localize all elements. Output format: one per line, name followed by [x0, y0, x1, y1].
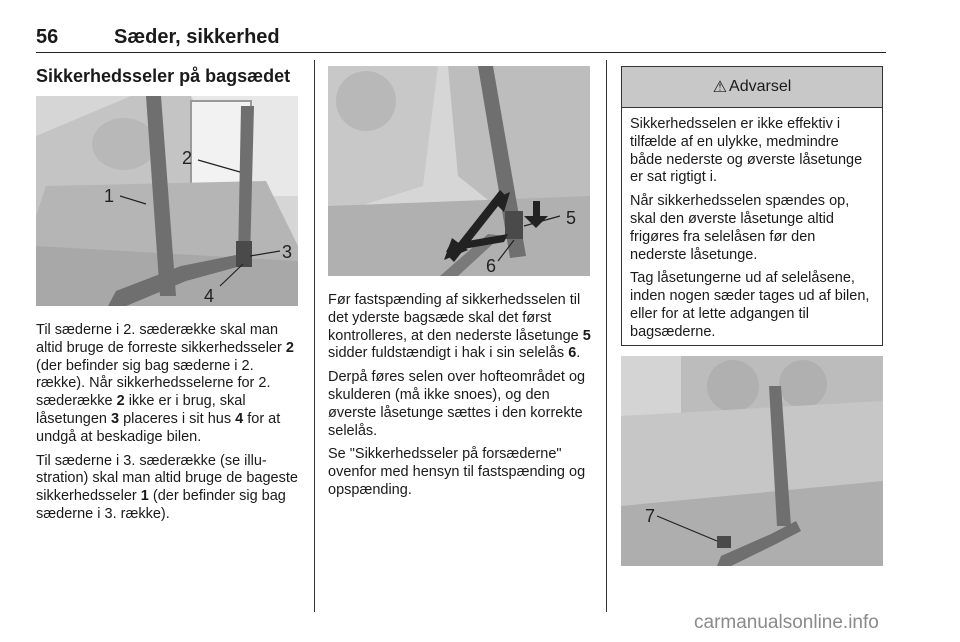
- bold-reference: 3: [110, 410, 120, 427]
- watermark: carmanualsonline.info: [694, 612, 879, 633]
- callout-1: 1: [104, 186, 115, 206]
- section-heading: Sikkerhedsseler på bagsædet: [36, 66, 291, 86]
- bold-reference: 2: [116, 393, 125, 410]
- figure-rear-seatbelts: [36, 96, 298, 306]
- bold-reference: 2: [285, 339, 294, 356]
- warning-body: [622, 108, 882, 342]
- callout-3: 3: [282, 242, 293, 262]
- paragraph: Tag låsetungerne ud af selelåsene, inden nogen sæder tages ud af bilen, eller for at lette adgangen til bagsæderne.: [630, 270, 870, 340]
- column-2-text: [328, 292, 591, 506]
- callout-4: 4: [204, 286, 215, 306]
- paragraph: Derpå føres selen over hofteområdet og skulderen (må ikke snoes), og den øverste låsetunge sættes i den korrekte selelås.: [328, 369, 586, 439]
- paragraph: Til sæderne i 2. sæderække skal man altid bruge de forreste sikkerhedsseler 2 (der befinder sig bag sæderne i 2. række). Når sikkerhedsselerne for 2. sæderække 2 ikke er i brug, skal låsetungen 3 placeres i sit hus 4 for at undgå at beskadige bilen.: [36, 322, 294, 445]
- callout-2: 2: [182, 148, 193, 168]
- warning-triangle-icon: ⚠: [712, 79, 728, 96]
- callout-7: 7: [645, 506, 656, 526]
- page-number: 56: [36, 26, 59, 48]
- column-divider: [314, 60, 315, 612]
- paragraph: Før fastspænding af sikkerhedsselen til det yderste bagsæde skal det først kontrolleres, at den nederste låsetunge 5 sidder fuldstændigt i hak i sin selelås 6.: [328, 292, 591, 362]
- column-1-text: [36, 322, 298, 530]
- figure-lower-buckle: [328, 66, 590, 276]
- callout-6: 6: [486, 256, 497, 276]
- paragraph: Sikkerhedsselen er ikke effektiv i tilfælde af en ulykke, medmindre både nederste og øverste låsetunge er sat rigtigt i.: [630, 116, 863, 186]
- figure-third-row-belt: [621, 356, 883, 566]
- bold-reference: 1: [140, 488, 149, 505]
- callout-5: 5: [566, 208, 577, 228]
- warning-title: Advarsel: [729, 78, 792, 95]
- paragraph: Når sikkerhedsselen spændes op, skal den øverste låsetunge altid frigøres fra selelåsen før den nederste låsetunge.: [630, 193, 850, 263]
- page-header: [36, 26, 886, 53]
- bold-reference: 6: [568, 345, 577, 362]
- bold-reference: 4: [235, 410, 244, 427]
- column-divider: [606, 60, 607, 612]
- paragraph: Se "Sikkerhedsseler på forsæderne" ovenfor med hensyn til fastspænding og opspænding.: [328, 446, 586, 498]
- bold-reference: 5: [582, 327, 591, 344]
- paragraph: Til sæderne i 3. sæderække (se illustration) skal man altid bruge de bageste sikkerhedsseler 1 (der befinder sig bag sæderne i 3. række).: [36, 452, 298, 522]
- chapter-title: Sæder, sikkerhed: [114, 26, 280, 48]
- warning-box: [621, 66, 883, 346]
- warning-header: [622, 67, 882, 108]
